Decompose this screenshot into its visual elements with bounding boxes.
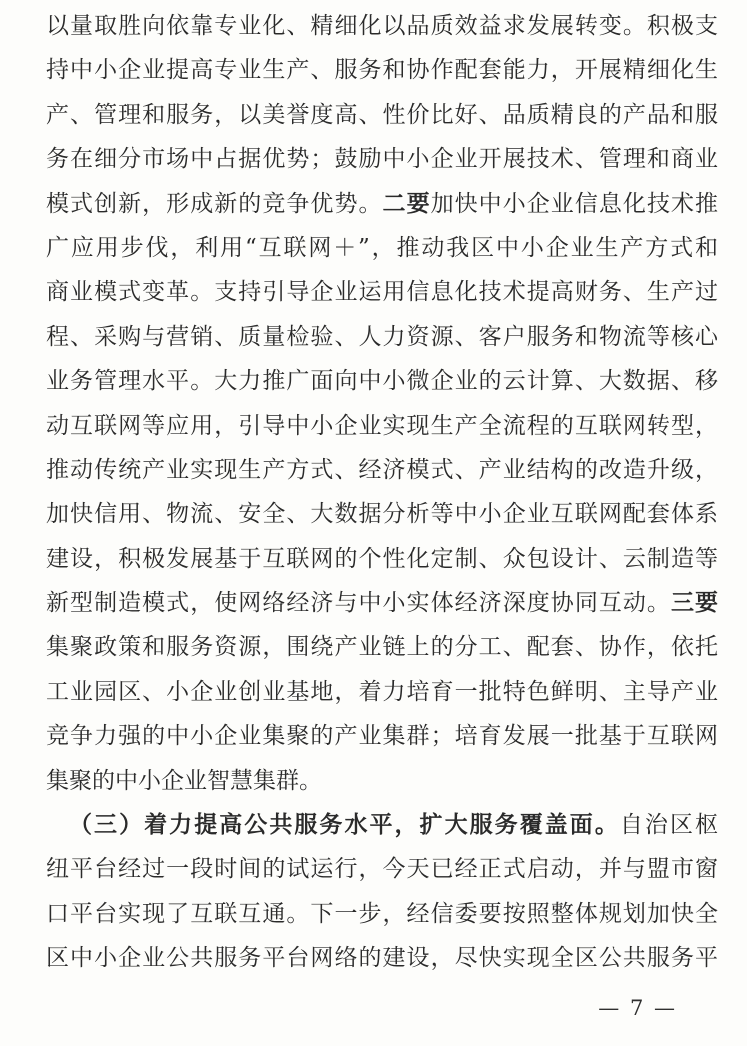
body-text: 动互联网等应用，引导中小企业实现生产全流程的互联网转型， [46, 412, 718, 439]
text-line [46, 4, 718, 48]
emphasis-text: 二要 [382, 189, 431, 217]
text-line [46, 759, 718, 803]
emphasis-text: 三要 [670, 589, 719, 617]
body-text: 模式创新，形成新的竞争优势。 [46, 190, 383, 217]
body-text: 以量取胜向依靠专业化、精细化以品质效益求发展转变。积极支 [46, 13, 718, 39]
text-line [46, 892, 718, 936]
text-line [46, 492, 718, 536]
text-line [46, 226, 718, 270]
body-text: 纽平台经过一段时间的试运行，今天已经正式启动，并与盟市窗 [46, 856, 718, 883]
body-text: 自治区枢 [619, 812, 719, 839]
text-line [46, 448, 718, 492]
text-line [46, 270, 718, 314]
emphasis-text: （三）着力提高公共服务水平，扩大服务覆盖面。 [69, 811, 620, 839]
text-line [46, 714, 718, 758]
text-line [46, 359, 718, 403]
page-number: — 7 — [598, 996, 677, 1020]
text-line [46, 670, 718, 714]
body-text: 业务管理水平。大力推广面向中小微企业的云计算、大数据、移 [46, 368, 718, 395]
body-text: 加快信用、物流、安全、大数据分析等中小企业互联网配套体系 [46, 501, 718, 528]
body-text: 新型制造模式，使网络经济与中小实体经济深度协同互动。 [46, 590, 671, 617]
text-line [46, 581, 718, 625]
text-line [46, 936, 718, 980]
body-text: 竞争力强的中小企业集聚的产业集群；培育发展一批基于互联网 [46, 723, 718, 750]
document-body [46, 4, 718, 981]
text-line [46, 803, 718, 847]
text-line [46, 137, 718, 181]
body-text: 程、采购与营销、质量检验、人力资源、客户服务和物流等核心 [46, 323, 718, 350]
page-footer [598, 996, 677, 1020]
text-line [46, 93, 718, 137]
text-line [46, 315, 718, 359]
body-text: 推动传统产业实现生产方式、经济模式、产业结构的改造升级， [46, 456, 718, 483]
body-text: 集聚的中小企业智慧集群。 [46, 767, 322, 794]
body-text: 加快中小企业信息化技术推 [430, 190, 719, 217]
body-text: 集聚政策和服务资源，围绕产业链上的分工、配套、协作，依托 [46, 634, 718, 661]
body-text: 区中小企业公共服务平台网络的建设，尽快实现全区公共服务平 [46, 945, 718, 972]
text-line [46, 404, 718, 448]
body-text: 工业园区、小企业创业基地，着力培育一批特色鲜明、主导产业 [46, 678, 718, 705]
body-text: 持中小企业提高专业生产、服务和协作配套能力，开展精细化生 [46, 57, 718, 84]
body-text: 务在细分市场中占据优势；鼓励中小企业开展技术、管理和商业 [46, 146, 718, 173]
body-text: 商业模式变革。支持引导企业运用信息化技术提高财务、生产过 [46, 279, 718, 306]
text-line [46, 48, 718, 92]
body-text: 广应用步伐，利用“互联网＋”，推动我区中小企业生产方式和 [46, 234, 718, 261]
body-text: 建设，积极发展基于互联网的个性化定制、众包设计、云制造等 [46, 545, 718, 572]
text-line [46, 625, 718, 669]
text-line [46, 182, 718, 226]
body-text: 产、管理和服务，以美誉度高、性价比好、品质精良的产品和服 [46, 101, 718, 128]
text-line [46, 847, 718, 891]
body-text: 口平台实现了互联互通。下一步，经信委要按照整体规划加快全 [46, 900, 718, 927]
text-line [46, 537, 718, 581]
